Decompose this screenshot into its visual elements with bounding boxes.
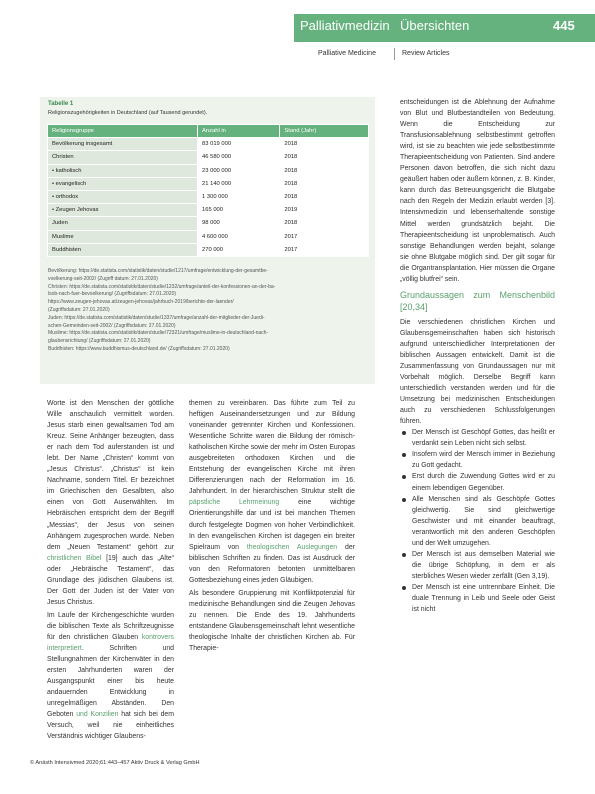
paragraph: Als besondere Gruppierung mit Konfliktpotenzial für medizinische Behandlungen sind die Zeugen Jehovas zu nennen. Die Ende des 19. Jahrhunderts entstandene Glaubensgemeinschaft lehnt wesentliche theologische Inhalte der christlichen Kirchen ab. Für Therapie- [189,589,355,653]
table-row [48,138,369,151]
text-run: Worte ist den Menschen der göttliche Wille anschaulich vermittelt worden. Jesus starb einen gewaltsamen Tod am Kreuz. Seine Anhänger bezeugten, dass er nach dem Tod auferstanden ist und lebt. Der Name „Christen“ kommt von „Jesus Christus“. „Christus“ ist kein Nachname, sondern Titel. Er bezeichnet im Griechischen den Gesalbten, also einen von Gott Auserwählten. Im Hebräischen entspricht dem der Begriff „Messias“, der Jesus von seinen Anhängern zugesprochen wurde. Neben dem „Neuen Testament“ gehört zur [47,400,174,551]
table-row [48,190,369,203]
religion-table [47,124,369,257]
text-column-3 [400,97,555,615]
table-cell: 2019 [280,204,369,217]
footer: © Anästh Intensivmed 2020;61:443–457 Aktiv Druck & Verlag GmbH [30,760,200,766]
table-subtitle: Religionszugehörigkeiten in Deutschland (auf Tausend gerundet). [48,110,208,116]
table-header-row [48,125,369,138]
text-run: Im Laufe der Kirchengeschichte wurden die biblischen Texte als Schriftzeugnisse für den christlichen Glauben [47,611,174,641]
table-cell: 2017 [280,230,369,243]
table-cell: 2018 [280,164,369,177]
table-cell: 2018 [280,138,369,151]
list-item: Insofern wird der Mensch immer in Beziehung zu Gott gedacht. [400,449,555,471]
text-run: hat sich bei dem Versuch, weil nie einheitliches Verständnis wichtiger Glaubens- [47,711,175,741]
table-note: Bevölkerung: https://de.statista.com/statistik/daten/studie/1217/umfrage/entwicklung-der-gesamtbe- [48,268,268,274]
table-note: Buddhisten: https://www.buddhismus-deutschland.de/ (Zugriffsdatum: 27.01.2020) [48,345,230,352]
table-note: voelkerung-seit-2002/ (Zugriff datum: 27.01.2020) [48,275,158,282]
table-cell: Christen [48,151,198,164]
list-item: Der Mensch ist Geschöpf Gottes, das heißt er verdankt sein Leben nicht sich selbst. [400,427,555,449]
table-note: glaubensrichtung/ (Zugriffsdatum: 27.01.2020) [48,338,151,345]
paragraph [189,398,355,586]
paragraph [47,398,174,608]
list-item: Erst durch die Zuwendung Gottes wird er zu einem lebendigen Gegenüber. [400,471,555,493]
table-row [48,151,369,164]
reference-link[interactable]: christlichen Bibel [47,554,102,562]
table-cell: 165 000 [198,204,280,217]
text-column-2 [189,398,355,654]
text-column-1 [47,398,174,742]
table-cell: • orthodox [48,190,198,203]
section-heading: Grundaussagen zum Menschenbild [20,34] [400,289,555,312]
table-cell: Buddhisten [48,243,198,256]
table-note: https://www.zeugen-jehovas.at/zeugen-jehovas/jahrbuch-2019/berichte-der-laender/ [48,299,234,306]
table-cell: 2018 [280,217,369,230]
reference-link[interactable]: theologischen Auslegungen [246,543,338,551]
table-cell: • Zeugen Jehovas [48,204,198,217]
subheader-right: Review Articles [402,50,450,57]
table-row [48,204,369,217]
reference-link[interactable]: und Konzilien [76,711,119,719]
table-row [48,164,369,177]
subheader-divider [394,48,395,60]
table-cell: 270 000 [198,243,280,256]
table-cell: 4 600 000 [198,230,280,243]
text-run: . Schriften und Stellungnahmen der Kirchenväter in den ersten Jahrhunderten waren der Ausgangspunkt einer bis heute andauernden Entwicklung in unregelmäßigen Abständen. Den Geboten [47,645,174,719]
table-cell: 2018 [280,190,369,203]
table-row [48,230,369,243]
table-cell: 1 300 000 [198,190,280,203]
table-notes [48,268,370,354]
text-run: eine wichtige Orientierungshilfe dar und ist bei manchen Themen durch festgelegte Dogmen von hoher Verbindlichkeit. In den evangelischen Kirchen ist dagegen ein breiter Spielraum von [189,499,355,551]
reference-link[interactable]: päpstliche Lehrmeinung [189,499,280,507]
paragraph: entscheidungen ist die Ablehnung der Aufnahme von Blut und Blutbestandteilen von Bedeutung. Wenn die Entscheidung zur Transfusionsablehnung selbstbestimmt getroffen wird, ist sie zu beachten wie jede selbstbestimmte Therapieentscheidung von Patienten. Sind andere Personen davon betroffen, die sich nicht dazu geäußert haben oder äußern können, z. B. Kinder, kann durch das Betreuungsgericht die Blutgabe nach den Regeln der Medizin erlaubt werden [3]. Intensivmedizin und lebenserhaltende sonstige Mittel werden grundsätzlich bejaht. Die Therapieentscheidung ist unproblematisch. Auch sonstige Behandlungen werden bejaht, solange sie ohne Blutgabe möglich sind. Der gilt sogar für die Organtransplantation. Hier müssen die Organe „völlig blutfrei“ sein. [400,99,555,283]
page-number: 445 [553,18,575,33]
header-section: Palliativmedizin [300,18,390,33]
table-cell: 98 000 [198,217,280,230]
table-cell: 2018 [280,151,369,164]
table-note: Juden: https://de.statista.com/statistik/daten/studie/1337/umfrage/anzahl-der-mitglieder-der-Juedi- [48,314,265,321]
table-cell: 2018 [280,177,369,190]
header-category: Übersichten [400,18,470,33]
table-note: Christen: https://de.statista.com/statistik/daten/studie/1232/umfrage/anteil-der-konfessionen-an-der-ba- [48,283,276,290]
reference-link[interactable]: kontrovers interpretiert [47,633,174,653]
table-cell: Muslime [48,230,198,243]
table-cell: 21 140 000 [198,177,280,190]
table-title: Tabelle 1 [48,101,74,107]
table-cell: • katholisch [48,164,198,177]
table-cell: 23 000 000 [198,164,280,177]
table-note: schen-Gemeinden-seit-2002/ (Zugriffsdatum: 27.01.2020) [48,322,176,329]
table-note: Muslime: https://de.statista.com/statistik/daten/studie/72321/umfrage/muslime-in-deutschland-nach- [48,330,269,337]
text-run: themen zu vereinbaren. Das führte zum Teil zu heftigen Auseinandersetzungen und zur Bildung voneinander getrennter Kirchen und Konfessionen. Wesentliche Schritte waren die Bildung der römisch-katholischen Kirche sowie der mehr im Osten Europas ausgebreiteten orthodoxen Kirchen und die Entstehung der evangelischen Kirche mit ihren Differenzierungen nach der Reformation im 16. Jahrhundert. In der hierarchischen Struktur stellt die [189,400,355,496]
paragraph: Die verschiedenen christlichen Kirchen und Glaubensgemeinschaften haben sich historisch aufgrund unterschiedlicher Interpretationen der biblischen Aussagen entwickelt. Damit ist die Zusammenfassung von Grundaussagen nur mit Vorbehalt möglich. Derselbe Begriff kann unterschiedlich verstanden werden und für die Umsetzung bei medizinischen Entscheidungen auch zu verschiedenen Schlussfolgerungen führen. [400,318,555,426]
table-cell: 2017 [280,243,369,256]
bullet-list [400,427,555,615]
table-note: lsob-nach-fuer-bevoelkerung/ (Zugriffsdatum: 27.01.2020) [48,291,177,298]
table-row [48,177,369,190]
list-item: Der Mensch ist eine untrennbare Einheit. Die duale Trennung in Leib und Seele oder Geist ist nicht [400,582,555,615]
table-note: (Zugriffsdatum: 27.01.2020) [48,306,110,313]
table-cell: • evangelisch [48,177,198,190]
table-header-cell: Religionsgruppe [48,125,198,138]
table-header-cell: Anzahl in [198,125,280,138]
table-cell: 83 019 000 [198,138,280,151]
paragraph [47,610,174,743]
table-header-cell: Stand (Jahr) [280,125,369,138]
subheader-left: Palliative Medicine [318,50,376,57]
text-run: der biblischen Schriften zu finden. Das ist Ausdruck der von den Reformatoren betonten unmittelbaren Gottesbeziehung eines jeden Gläubigen. [189,543,355,584]
list-item: Der Mensch ist aus demselben Material wie die übrige Schöpfung, in dem er als sterbliches Wesen wieder zerfällt (Gen 3,19). [400,549,555,582]
table-cell: Juden [48,217,198,230]
table-cell: Bevölkerung insgesamt [48,138,198,151]
table-cell: 46 580 000 [198,151,280,164]
text-run: [19] auch das „Alte“ oder „Hebräische Testament“, das Grundlage des jüdischen Glaubens ist. Der Gott der Juden ist der Vater von Jesus Christus. [47,554,174,606]
list-item: Alle Menschen sind als Geschöpfe Gottes gleichwertig. Sie sind gleichwertige Geschwister und mit einander beauftragt, verantwortlich mit den anderen Geschöpfen und der Welt umzugehen. [400,494,555,549]
table-row [48,243,369,256]
table-row [48,217,369,230]
